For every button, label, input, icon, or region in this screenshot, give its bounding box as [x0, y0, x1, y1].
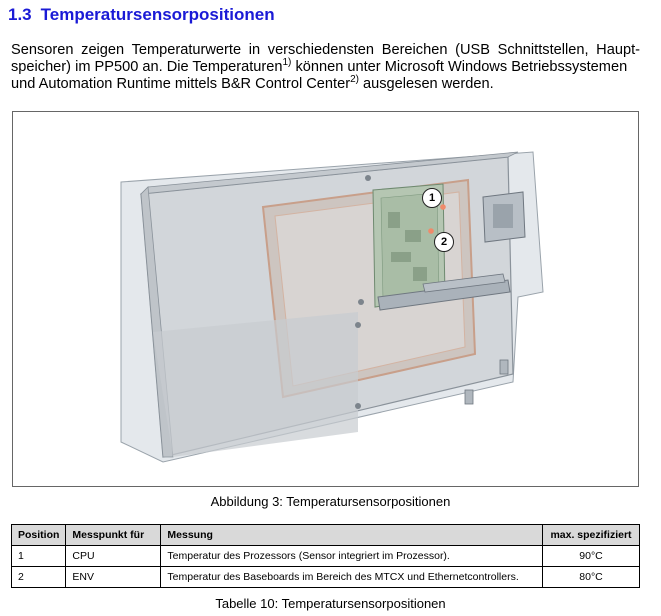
cell-measuring-point: ENV	[66, 567, 161, 588]
col-header-position: Position	[12, 525, 66, 546]
cell-max-specified: 80°C	[543, 567, 640, 588]
footnote-1: 1)	[282, 57, 292, 69]
col-header-measurement: Messung	[161, 525, 543, 546]
intro-line-2	[11, 59, 640, 76]
section-heading	[8, 5, 275, 25]
sensor-marker-2: 2	[434, 232, 454, 252]
intro-text-3a: und Automation Runtime mittels B&R Control Center	[11, 76, 351, 92]
table-row	[12, 546, 640, 567]
section-number: 1.3	[8, 5, 32, 24]
table-caption: Tabelle 10: Temperatursensorpositionen	[215, 596, 446, 611]
intro-text-3b: ausgelesen werden.	[358, 76, 494, 92]
cell-position: 1	[12, 546, 66, 567]
col-header-max-specified: max. spezifiziert	[543, 525, 640, 546]
intro-line-3	[11, 76, 640, 93]
intro-text-2b: können unter Microsoft Windows Betriebssystemen	[291, 59, 628, 75]
section-title: Temperatursensorpositionen	[40, 5, 275, 24]
device-illustration	[13, 112, 638, 486]
cell-max-specified: 90°C	[543, 546, 640, 567]
cell-position: 2	[12, 567, 66, 588]
cell-measurement: Temperatur des Prozessors (Sensor integriert im Prozessor).	[161, 546, 543, 567]
table-row	[12, 567, 640, 588]
sensor-table	[11, 524, 640, 588]
intro-paragraph	[11, 42, 640, 93]
figure-frame	[12, 111, 639, 487]
intro-text-2a: speicher) im PP500 an. Die Temperaturen	[11, 59, 283, 75]
figure-caption: Abbildung 3: Temperatursensorpositionen	[210, 494, 451, 509]
footnote-2: 2)	[350, 74, 359, 86]
cell-measurement: Temperatur des Baseboards im Bereich des MTCX und Ethernetcontrollers.	[161, 567, 543, 588]
intro-line-1: Sensoren zeigen Temperaturwerte in verschiedensten Bereichen (USB Schnittstellen, Haupt-	[11, 42, 640, 58]
sensor-marker-1: 1	[422, 188, 442, 208]
col-header-measuring-point: Messpunkt für	[66, 525, 161, 546]
cell-measuring-point: CPU	[66, 546, 161, 567]
table-header-row	[12, 525, 640, 546]
